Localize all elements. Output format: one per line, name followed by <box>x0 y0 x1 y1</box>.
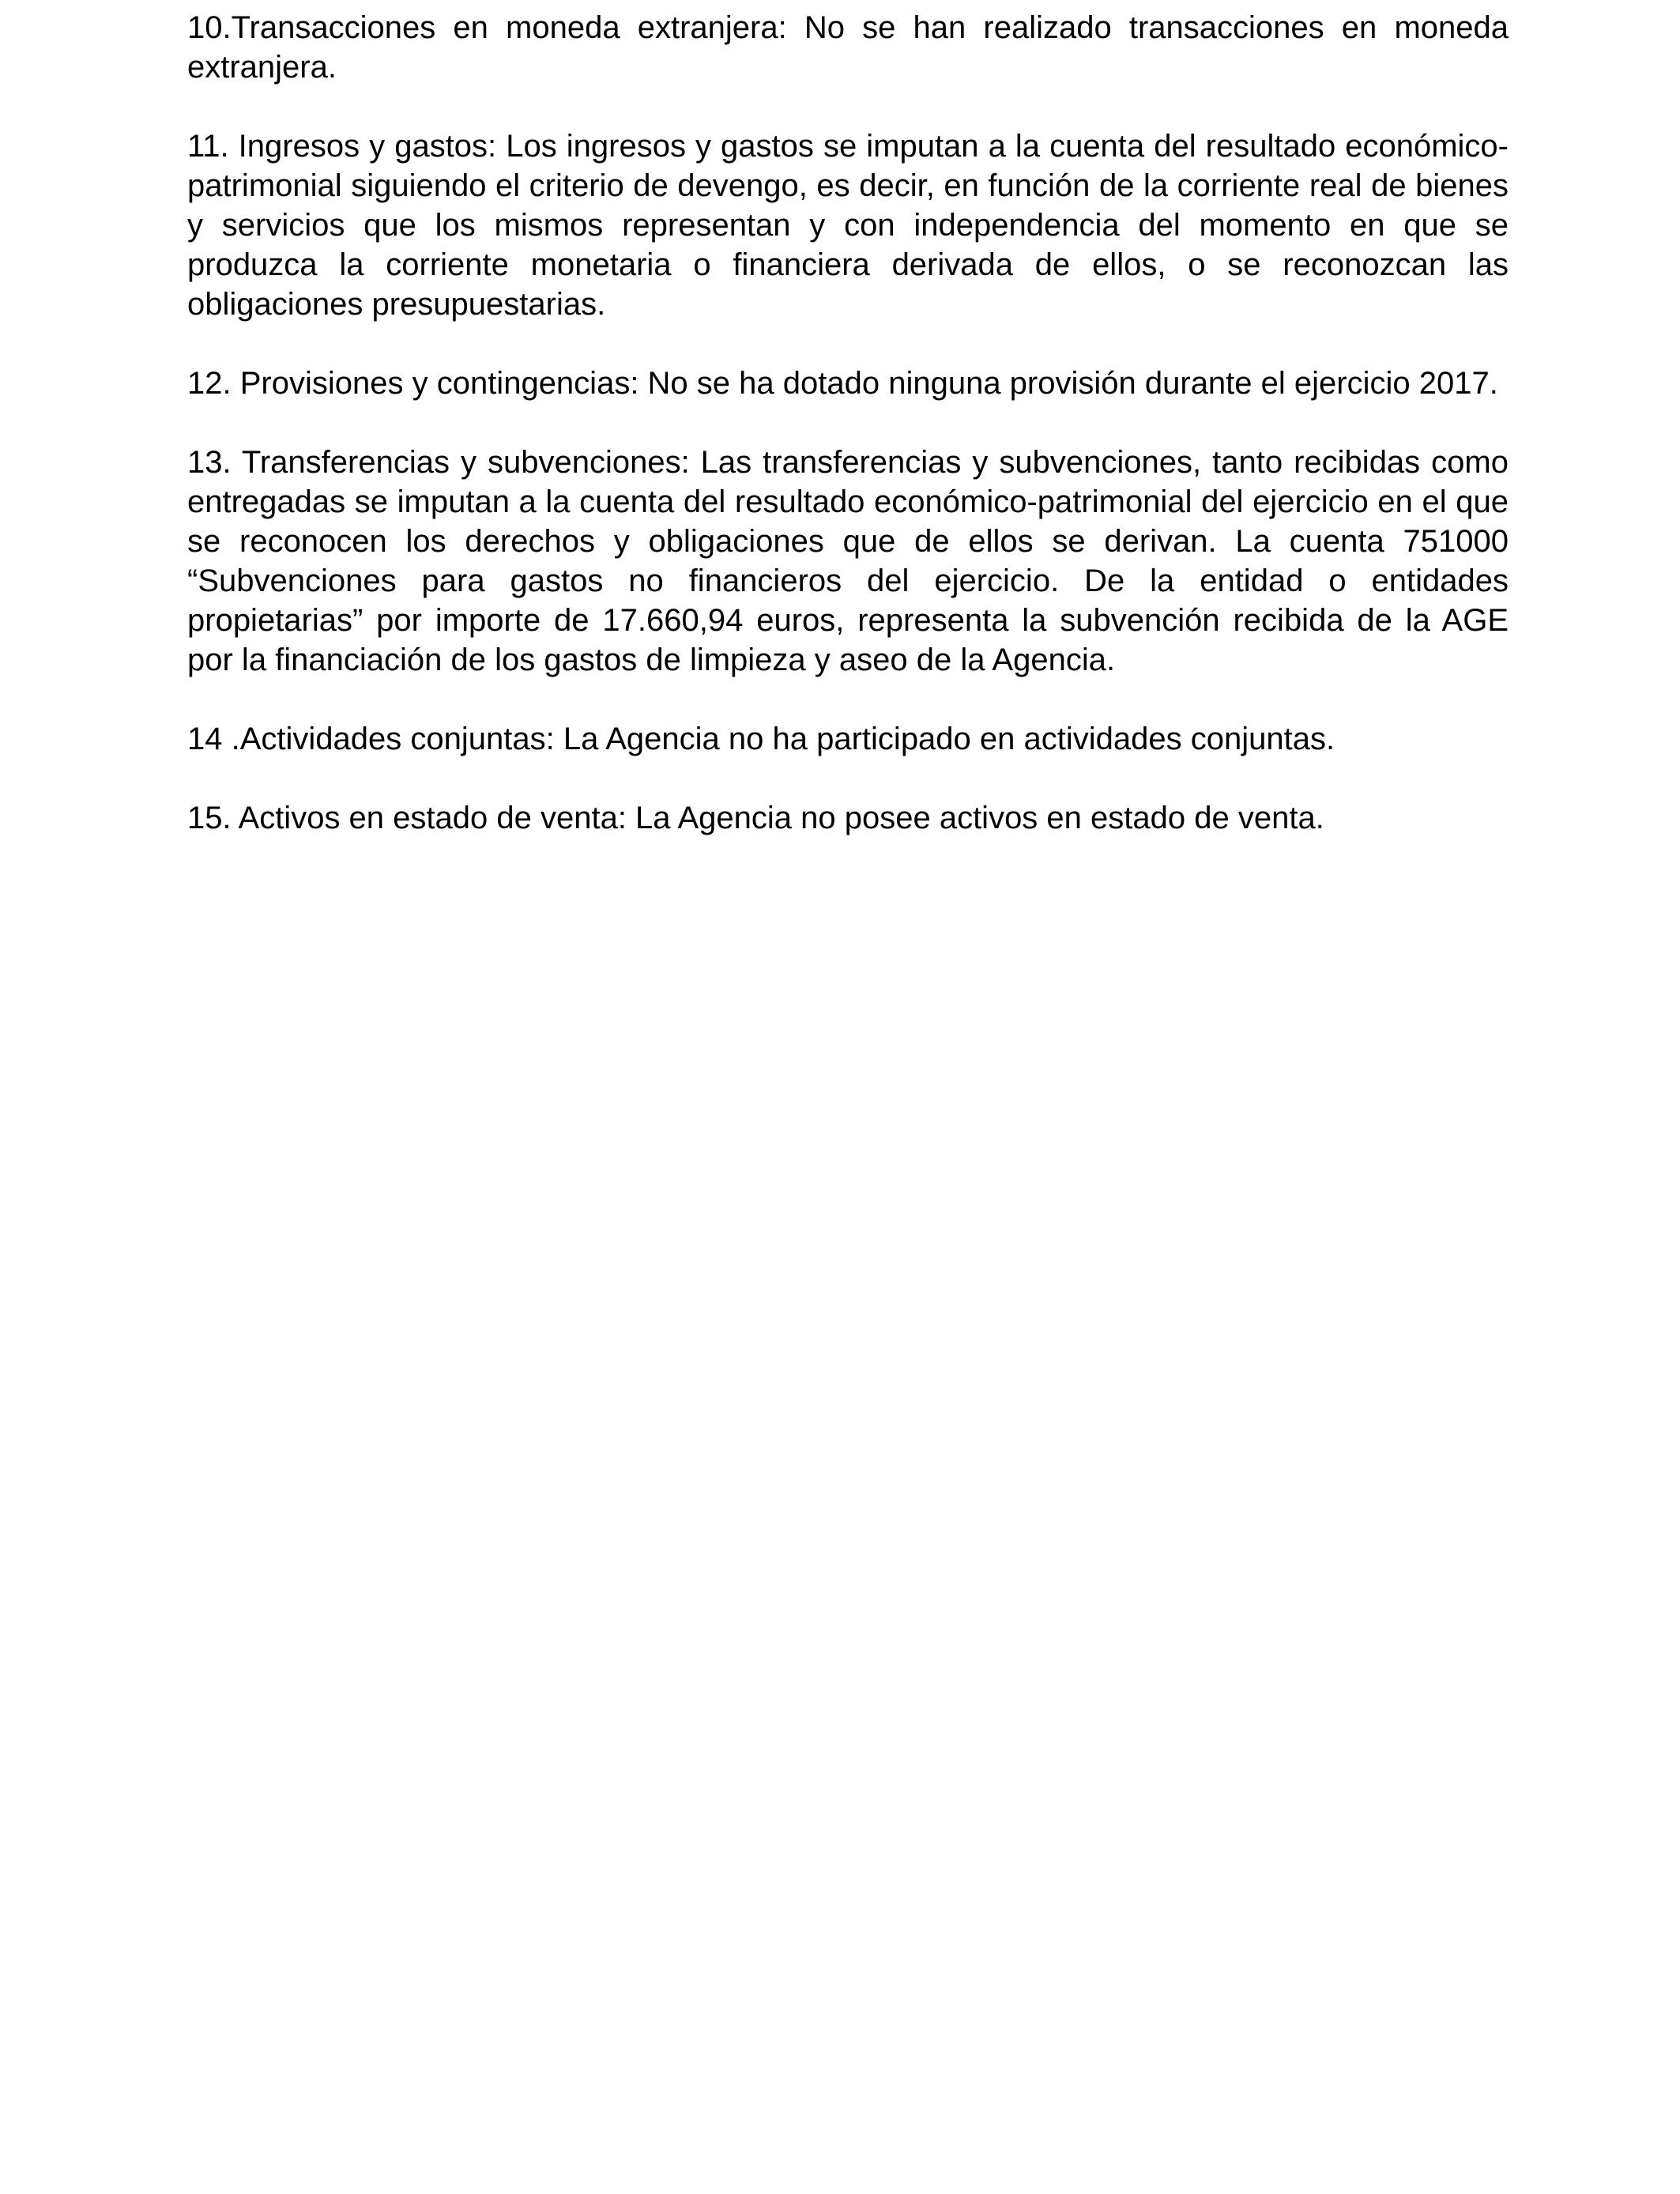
paragraph-assets-for-sale: 15. Activos en estado de venta: La Agencia no posee activos en estado de venta. <box>187 801 1324 835</box>
paragraph-joint-activities: 14 .Actividades conjuntas: La Agencia no ha participado en actividades conjuntas. <box>187 722 1335 756</box>
paragraph-transfers-and-subsidies: 13. Transferencias y subvenciones: Las transferencias y subvenciones, tanto recibidas como entregadas se imputan a la cuenta del resultado económico-patrimonial del ejercicio en el que se reconocen los derechos y obligaciones que de ellos se derivan. La cuenta 751000 “Subvenciones para gastos no financieros del ejercicio. De la entidad o entidades propietarias” por importe de 17.660,94 euros, representa la subvención recibida de la AGE por la financiación de los gastos de limpieza y aseo de la Agencia. <box>187 445 1509 677</box>
document-body <box>187 8 1509 877</box>
paragraph-foreign-currency-transactions: 10.Transacciones en moneda extranjera: No se han realizado transacciones en moneda extranjera. <box>187 10 1509 85</box>
paragraph-income-and-expenses: 11. Ingresos y gastos: Los ingresos y gastos se imputan a la cuenta del resultado económico-patrimonial siguiendo el criterio de devengo, es decir, en función de la corriente real de bienes y servicios que los mismos representan y con independencia del momento en que se produzca la corriente monetaria o financiera derivada de ellos, o se reconozcan las obligaciones presupuestarias. <box>187 129 1509 322</box>
paragraph-provisions-and-contingencies: 12. Provisiones y contingencias: No se ha dotado ninguna provisión durante el ejercicio 2017. <box>187 366 1498 401</box>
